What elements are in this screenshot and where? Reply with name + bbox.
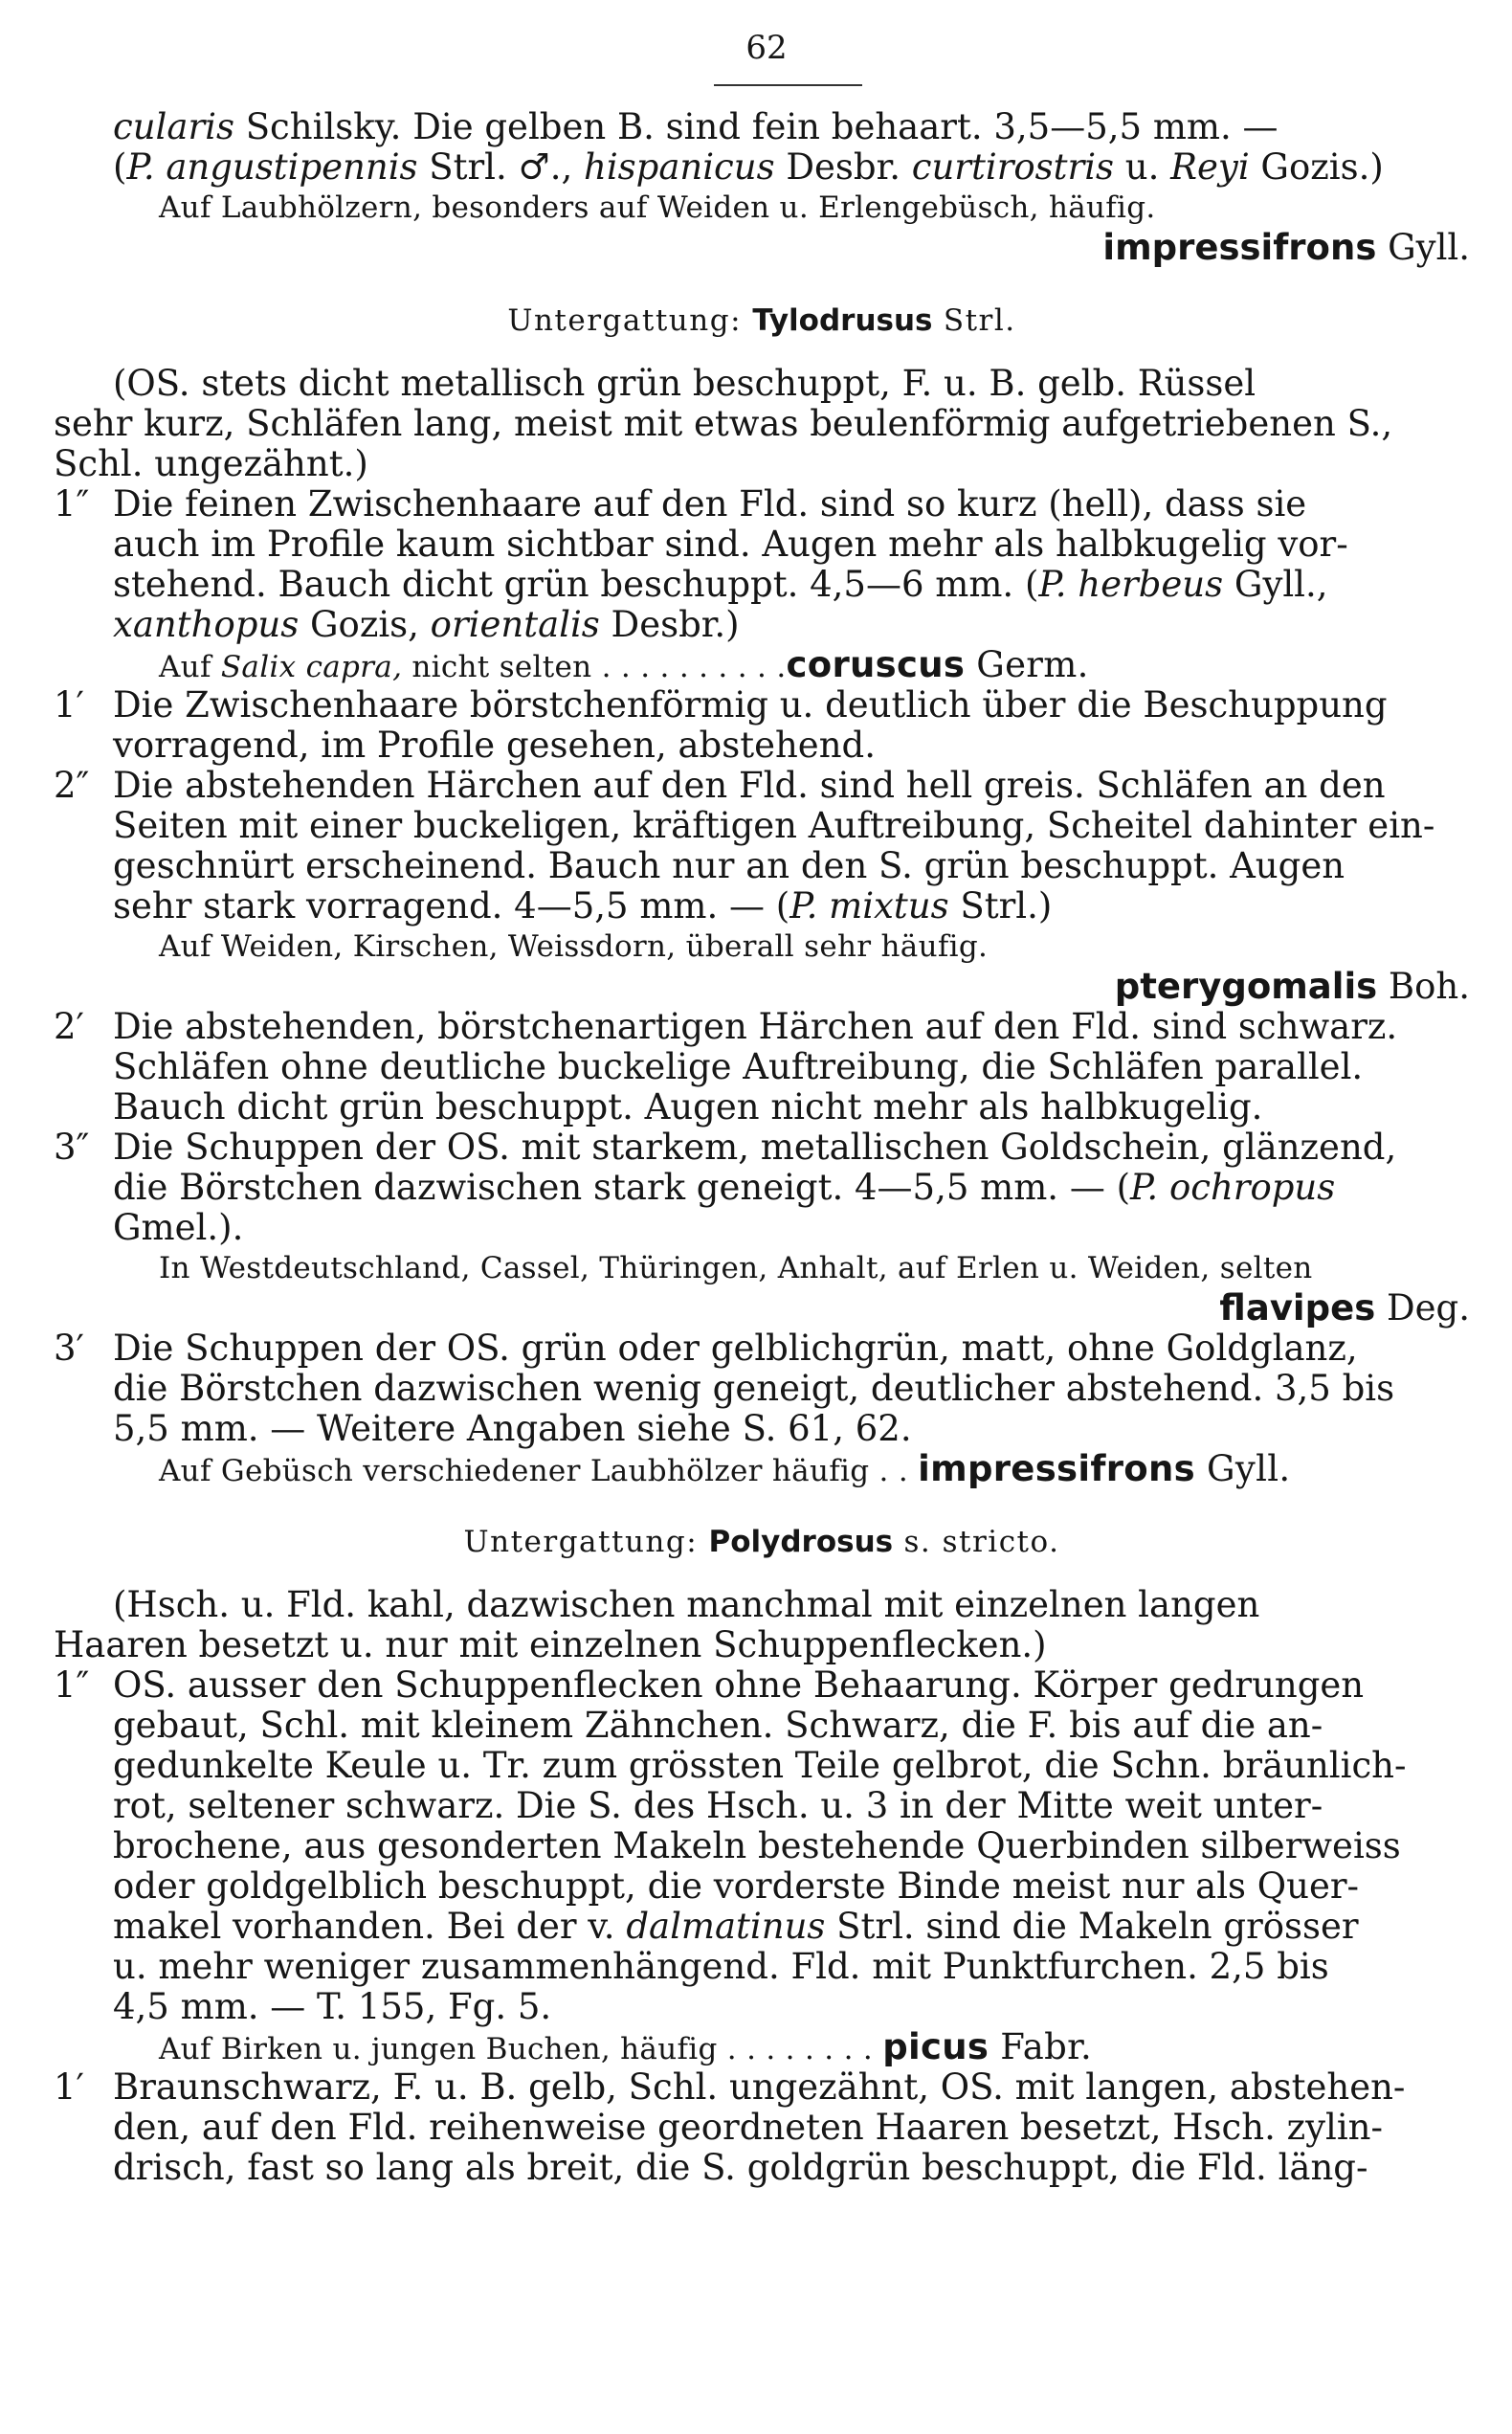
text-line: 4,5 mm. — T. 155, Fg. 5. xyxy=(113,1986,552,2027)
text-span: Die feinen Zwischenhaare auf den Fld. sind so kurz (hell), dass sie xyxy=(113,483,1307,525)
synonym: hispanicus xyxy=(584,146,775,188)
text-line: drisch, fast so lang als breit, die S. goldgrün beschuppt, die Fld. läng- xyxy=(113,2147,1368,2188)
text-line: (OS. stets dicht metallisch grün beschuppt, F. u. B. gelb. Rüssel xyxy=(113,363,1256,404)
author: Boh. xyxy=(1377,966,1470,1007)
text-span: s. stricto. xyxy=(893,1525,1060,1559)
text-line: Seiten mit einer buckeligen, kräftigen Auftreibung, Scheitel dahinter ein- xyxy=(113,805,1435,846)
text-line: sehr kurz, Schläfen lang, meist mit etwas beulenförmig aufgetriebenen S., xyxy=(54,403,1393,444)
key-line xyxy=(54,1128,1470,1168)
species-epithet: cularis xyxy=(113,106,234,147)
habitat-line xyxy=(54,2027,1470,2067)
text-span: Auf Birken u. jungen Buchen, häufig . . . . . . . . xyxy=(159,2032,874,2066)
text-span: makel vorhanden. Bei der v. xyxy=(113,1906,627,1947)
text-span: ( xyxy=(113,146,127,188)
text-span: Auf xyxy=(159,650,221,684)
text-span: Schilsky. Die gelben B. sind fein behaart. 3,5—5,5 mm. — xyxy=(233,106,1279,147)
species-name: impressifrons xyxy=(918,1448,1195,1489)
text-line: Schl. ungezähnt.) xyxy=(54,443,368,484)
text-span: Strl.) xyxy=(948,885,1053,927)
text-span: Braunschwarz, F. u. B. gelb, Schl. ungezähnt, OS. mit langen, abstehen- xyxy=(113,2066,1406,2108)
text-line: die Börstchen dazwischen wenig geneigt, deutlicher abstehend. 3,5 bis xyxy=(113,1368,1395,1409)
text-span: Gozis.) xyxy=(1249,146,1384,188)
habitat-line xyxy=(54,645,1470,685)
variety-name: dalmatinus xyxy=(626,1906,826,1947)
text-span: nicht selten . . . . . . . . . . xyxy=(402,650,787,684)
text-line: Gmel.). xyxy=(113,1207,244,1248)
text-line xyxy=(54,565,1470,605)
key-line xyxy=(54,1329,1470,1369)
text-line: Haaren besetzt u. nur mit einzelnen Schuppenflecken.) xyxy=(54,1624,1047,1665)
synonym: P. ochropus xyxy=(1130,1167,1336,1208)
text-span: Desbr.) xyxy=(599,604,740,645)
habitat-line: Auf Laubhölzern, besonders auf Weiden u. Erlengebüsch, häufig. xyxy=(159,190,1156,225)
key-line xyxy=(54,685,1470,726)
text-span: Auf Gebüsch verschiedener Laubhölzer häufig . . xyxy=(159,1454,908,1488)
page xyxy=(54,29,1470,2188)
text-line: u. mehr weniger zusammenhängend. Fld. mit Punktfurchen. 2,5 bis xyxy=(113,1946,1329,1987)
text-line: gebaut, Schl. mit kleinem Zähnchen. Schwarz, die F. bis auf die an- xyxy=(113,1705,1323,1746)
species-name: picus xyxy=(882,2026,989,2067)
text-line: rot, seltener schwarz. Die S. des Hsch. u. 3 in der Mitte weit unter- xyxy=(113,1785,1323,1826)
key-number: 1″ xyxy=(54,483,90,525)
text-line xyxy=(54,1907,1470,1947)
subgenus-heading xyxy=(54,301,1470,341)
key-number: 2′ xyxy=(54,1006,84,1047)
key-number: 1″ xyxy=(54,1664,90,1706)
synonym: P. angustipennis xyxy=(126,146,418,188)
species-heading xyxy=(54,1288,1470,1329)
species-name: impressifrons xyxy=(1102,227,1377,268)
text-line: Schläfen ohne deutliche buckelige Auftreibung, die Schläfen parallel. xyxy=(113,1046,1364,1087)
author: Deg. xyxy=(1375,1287,1470,1329)
text-line xyxy=(54,107,1470,147)
host-plant: Salix capra, xyxy=(220,650,403,684)
habitat-line: Auf Weiden, Kirschen, Weissdorn, überall sehr häufig. xyxy=(159,929,989,964)
key-line xyxy=(54,484,1470,525)
subgenus-name: Polydrosus xyxy=(708,1525,894,1559)
key-number: 3′ xyxy=(54,1328,84,1369)
text-line xyxy=(54,147,1470,188)
key-number: 2″ xyxy=(54,765,90,806)
subgenus-heading xyxy=(54,1522,1470,1562)
synonym: orientalis xyxy=(430,604,600,645)
species-name: pterygomalis xyxy=(1114,966,1378,1007)
synonym: P. mixtus xyxy=(789,885,949,927)
author: Germ. xyxy=(965,644,1089,685)
text-line xyxy=(54,605,1470,645)
author: Gyll. xyxy=(1194,1448,1291,1489)
text-line xyxy=(54,1168,1470,1208)
text-span: Die Zwischenhaare börstchenförmig u. deutlich über die Beschuppung xyxy=(113,684,1388,726)
text-span: sehr stark vorragend. 4—5,5 mm. — ( xyxy=(113,885,790,927)
text-line xyxy=(54,886,1470,927)
text-span: stehend. Bauch dicht grün beschuppt. 4,5—6 mm. ( xyxy=(113,564,1039,605)
text-line: Bauch dicht grün beschuppt. Augen nicht mehr als halbkugelig. xyxy=(113,1086,1263,1128)
habitat-line: In Westdeutschland, Cassel, Thüringen, Anhalt, auf Erlen u. Weiden, selten xyxy=(159,1251,1313,1285)
species-heading xyxy=(54,228,1470,268)
key-line xyxy=(54,766,1470,806)
key-line xyxy=(54,1665,1470,1706)
synonym: curtirostris xyxy=(911,146,1115,188)
text-span: Die abstehenden, börstchenartigen Härchen auf den Fld. sind schwarz. xyxy=(113,1006,1398,1047)
key-number: 1′ xyxy=(54,2066,84,2108)
text-line: vorragend, im Profile gesehen, abstehend. xyxy=(113,725,876,766)
key-line xyxy=(54,2067,1470,2108)
text-line: brochene, aus gesonderten Makeln bestehende Querbinden silberweiss xyxy=(113,1825,1401,1866)
text-span: Strl. xyxy=(932,303,1016,338)
text-span: Strl. ♂., xyxy=(417,146,584,188)
synonym: P. herbeus xyxy=(1038,564,1224,605)
habitat-line xyxy=(54,1449,1470,1489)
text-span: Die abstehenden Härchen auf den Fld. sind hell greis. Schläfen an den xyxy=(113,765,1386,806)
text-span: Die Schuppen der OS. grün oder gelblichgrün, matt, ohne Goldglanz, xyxy=(113,1328,1358,1369)
text-span: OS. ausser den Schuppenflecken ohne Behaarung. Körper gedrungen xyxy=(113,1664,1365,1706)
key-number: 1′ xyxy=(54,684,84,726)
text-span: Die Schuppen der OS. mit starkem, metallischen Goldschein, glänzend, xyxy=(113,1127,1397,1168)
synonym: Reyi xyxy=(1170,146,1250,188)
page-number: 62 xyxy=(745,29,788,67)
text-line: oder goldgelblich beschuppt, die vorderste Binde meist nur als Quer- xyxy=(113,1865,1360,1907)
text-line: (Hsch. u. Fld. kahl, dazwischen manchmal mit einzelnen langen xyxy=(113,1584,1260,1625)
text-line: auch im Profile kaum sichtbar sind. Augen mehr als halbkugelig vor- xyxy=(113,524,1348,565)
species-heading xyxy=(54,967,1470,1007)
subgenus-name: Tylodrusus xyxy=(752,303,933,338)
text-line: den, auf den Fld. reihenweise geordneten Haaren besetzt, Hsch. zylin- xyxy=(113,2107,1383,2148)
species-name: coruscus xyxy=(786,644,966,685)
text-span: Strl. sind die Makeln grösser xyxy=(825,1906,1359,1947)
text-span: Desbr. xyxy=(774,146,912,188)
text-line: gedunkelte Keule u. Tr. zum grössten Teile gelbrot, die Schn. bräunlich- xyxy=(113,1745,1407,1786)
text-span: Gyll., xyxy=(1223,564,1328,605)
text-span: Untergattung: xyxy=(463,1525,709,1559)
text-span: Untergattung: xyxy=(507,303,753,338)
species-name: flavipes xyxy=(1219,1287,1376,1329)
synonym: xanthopus xyxy=(113,604,300,645)
text-line: geschnürt erscheinend. Bauch nur an den S. grün beschuppt. Augen xyxy=(113,845,1345,886)
key-line xyxy=(54,1007,1470,1047)
key-number: 3″ xyxy=(54,1127,90,1168)
author: Fabr. xyxy=(989,2026,1093,2067)
text-span: die Börstchen dazwischen stark geneigt. 4—5,5 mm. — ( xyxy=(113,1167,1131,1208)
text-span: Gozis, xyxy=(299,604,431,645)
text-line: 5,5 mm. — Weitere Angaben siehe S. 61, 62. xyxy=(113,1408,912,1449)
author: Gyll. xyxy=(1376,227,1470,268)
text-span: u. xyxy=(1114,146,1171,188)
